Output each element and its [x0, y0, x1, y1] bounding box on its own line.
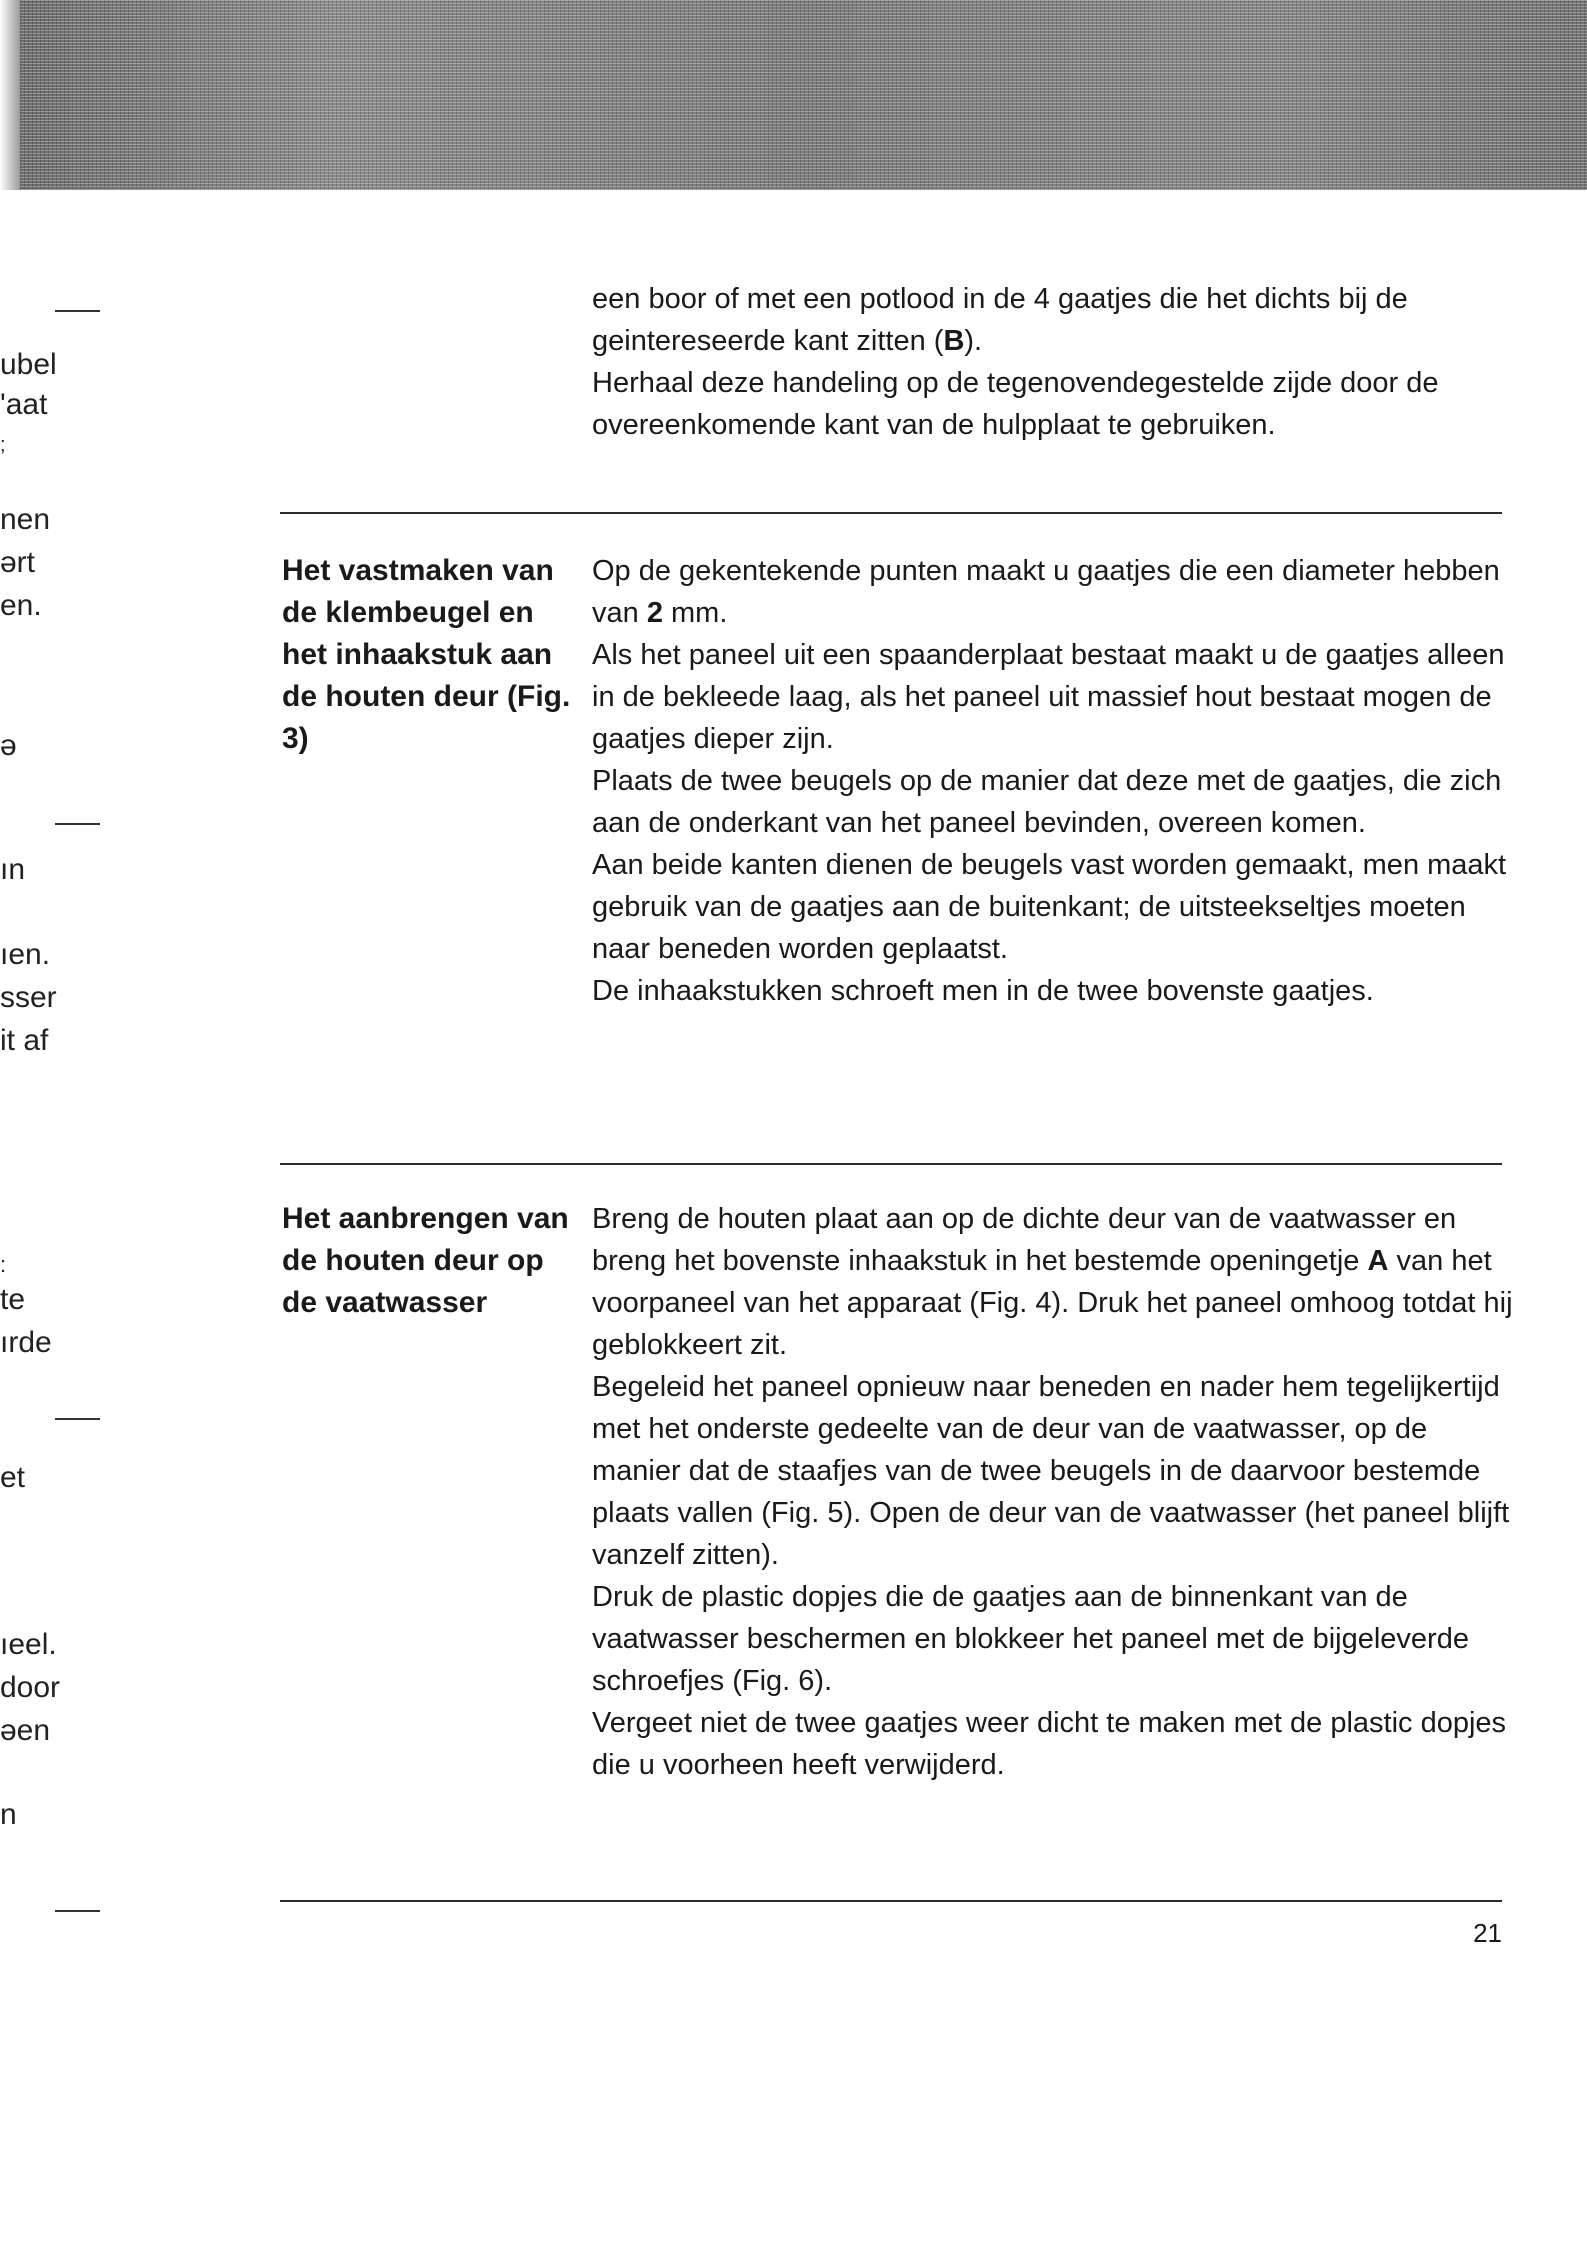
- section-1-body: [592, 550, 1522, 1012]
- fragment-rule: [55, 1418, 100, 1420]
- fragment: et: [0, 1461, 26, 1494]
- paragraph: Herhaal deze handeling op de tegenovendegestelde zijde door de overeenkomende kant van de hulpplaat te gebruiken.: [592, 367, 1439, 441]
- left-column-fragments: [0, 260, 110, 2000]
- section-divider: [280, 512, 1502, 514]
- fragment: ərt: [0, 546, 36, 579]
- fragment: 'aat: [0, 388, 48, 421]
- fragment: te: [0, 1283, 26, 1316]
- fragment-rule: [55, 310, 100, 312]
- fragment: ubel: [0, 348, 57, 381]
- fragment: əen: [0, 1714, 51, 1747]
- fragment: door: [0, 1671, 61, 1704]
- fragment: nen: [0, 503, 51, 536]
- paragraph: Aan beide kanten dienen de beugels vast worden gemaakt, men maakt gebruik van de gaatjes aan de buitenkant; de uitsteekseltjes moeten naar beneden worden geplaatst.: [592, 849, 1507, 965]
- paragraph: Begeleid het paneel opnieuw naar beneden en nader hem tegelijkertijd met het onderste gedeelte van de deur van de vaatwasser, op de manier dat de staafjes van de twee beugels in de daarvoor bestemde plaats vallen (Fig. 5). Open de deur van de vaatwasser (het paneel blijft vanzelf zitten).: [592, 1371, 1510, 1571]
- section-heading: Het aanbrengen van de houten deur op de vaatwasser: [282, 1202, 569, 1319]
- scanned-header-band: [20, 0, 1587, 190]
- paragraph: Vergeet niet de twee gaatjes weer dicht te maken met de plastic dopjes die u voorheen heeft verwijderd.: [592, 1707, 1507, 1781]
- section-heading: Het vastmaken van de klembeugel en het inhaakstuk aan de houten deur (Fig. 3): [282, 554, 571, 755]
- paragraph: Breng de houten plaat aan op de dichte deur van de vaatwasser en breng het bovenste inhaakstuk in het bestemde openingetje A van het voorpaneel van het apparaat (Fig. 4). Druk het paneel omhoog totdat hij geblokkeert zit.: [592, 1203, 1513, 1361]
- fragment: it af: [0, 1024, 49, 1057]
- footer-rule: [280, 1900, 1502, 1902]
- fragment: en.: [0, 589, 42, 622]
- paragraph: Druk de plastic dopjes die de gaatjes aan de binnenkant van de vaatwasser beschermen en blokkeer het paneel met de bijgeleverde schroefjes (Fig. 6).: [592, 1581, 1469, 1697]
- paragraph: De inhaakstukken schroeft men in de twee bovenste gaatjes.: [592, 975, 1374, 1007]
- scan-edge: [0, 0, 20, 190]
- section-0-body: [592, 278, 1522, 446]
- fragment-rule: [55, 1910, 100, 1912]
- fragment: ırde: [0, 1326, 52, 1359]
- fragment: ıen.: [0, 938, 51, 971]
- page-number: 21: [1473, 1918, 1502, 1948]
- section-2-body: [592, 1198, 1522, 1786]
- fragment: ıeel.: [0, 1628, 57, 1661]
- fragment-rule: [55, 823, 100, 825]
- fragment: ın: [0, 853, 26, 886]
- paragraph: een boor of met een potlood in de 4 gaatjes die het dichts bij de geintereseerde kant zitten (B).: [592, 283, 1408, 357]
- fragment: sser: [0, 981, 57, 1014]
- section-divider: [280, 1163, 1502, 1165]
- paragraph: Plaats de twee beugels op de manier dat deze met de gaatjes, die zich aan de onderkant van het paneel bevinden, overeen komen.: [592, 765, 1502, 839]
- fragment: n: [0, 1798, 17, 1831]
- paragraph: Op de gekentekende punten maakt u gaatjes die een diameter hebben van 2 mm.: [592, 555, 1500, 629]
- fragment: ə: [0, 729, 17, 762]
- fragment: ;: [0, 434, 6, 456]
- paragraph: Als het paneel uit een spaanderplaat bestaat maakt u de gaatjes alleen in de bekleede laag, als het paneel uit massief hout bestaat mogen de gaatjes dieper zijn.: [592, 639, 1505, 755]
- fragment: :: [0, 1252, 7, 1277]
